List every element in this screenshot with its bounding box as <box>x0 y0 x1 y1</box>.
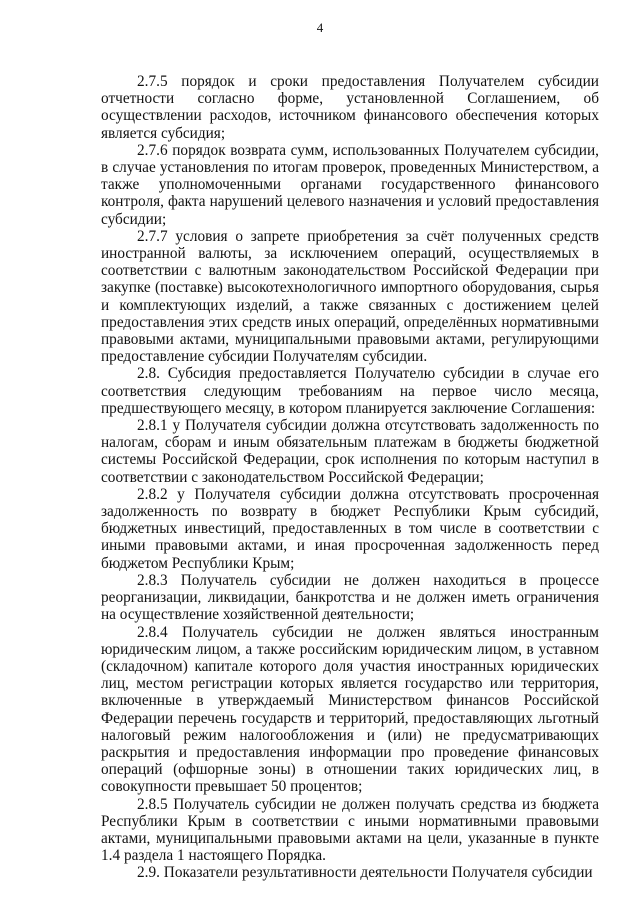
paragraph-2-7-5: 2.7.5 порядок и сроки предоставления Получателем субсидии отчетности согласно форме, установленной Соглашением, об осуществлении расходов, источником финансового обеспечения которых является субсидия; <box>101 73 599 142</box>
paragraph-2-7-6: 2.7.6 порядок возврата сумм, использованных Получателем субсидии, в случае установления по итогам проверок, проведенных Министерством, а также уполномоченными органами государственного финансового контроля, факта нарушений целевого назначения и условий предоставления субсидии; <box>101 141 599 228</box>
paragraph-2-8-3: 2.8.3 Получатель субсидии не должен находиться в процессе реорганизации, ликвидации, банкротства и не должен иметь ограничения на осуществление хозяйственной деятельности; <box>101 571 599 624</box>
paragraph-2-9: 2.9. Показатели результативности деятельности Получателя субсидии <box>137 864 593 882</box>
paragraph-2-8-2: 2.8.2 у Получателя субсидии должна отсутствовать просроченная задолженность по возврату в бюджет Республики Крым субсидий, бюджетных инвестиций, предоставленных в том числе в соответствии с иными правовыми актами, и иная просроченная задолженность перед бюджетом Республики Крым; <box>101 485 599 572</box>
paragraph-2-8-5: 2.8.5 Получатель субсидии не должен получать средства из бюджета Республики Крым в соответствии с иными нормативными правовыми актами, муниципальными правовыми актами на цели, указанные в пункте 1.4 раздела 1 настоящего Порядка. <box>101 795 599 865</box>
paragraph-2-8-1: 2.8.1 у Получателя субсидии должна отсутствовать задолженность по налогам, сборам и иным обязательным платежам в бюджеты бюджетной системы Российской Федерации, срок исполнения по которым наступил в соответствии с законодательством Российской Федерации; <box>101 417 599 486</box>
document-body <box>101 73 599 882</box>
paragraph-2-8-4: 2.8.4 Получатель субсидии не должен являться иностранным юридическим лицом, а также российским юридическим лицом, в уставном (складочном) капитале которого доля участия иностранных юридических лиц, местом регистрации которых является государство или территория, включенные в утверждаемый Министерством финансов Российской Федерации перечень государств и территорий, предоставляющих льготный налоговый режим налогообложения и (или) не предусматривающих раскрытия и предоставления информации про проведение финансовых операций (офшорные зоны) в отношении таких юридических лиц, в совокупности превышает 50 процентов; <box>101 623 599 796</box>
paragraph-2-8: 2.8. Субсидия предоставляется Получателю субсидии в случае его соответствия следующим требованиям на первое число месяца, предшествующего месяцу, в котором планируется заключение Соглашения: <box>101 365 599 417</box>
paragraph-2-7-7: 2.7.7 условия о запрете приобретения за счёт полученных средств иностранной валюты, за исключением операций, осуществляемых в соответствии с валютным законодательством Российской Федерации при закупке (поставке) высокотехнологичного импортного оборудования, сырья и комплектующих изделий, а также связанных с достижением целей предоставления этих средств иных операций, определённых нормативными правовыми актами, муниципальными правовыми актами, регулирующими предоставление субсидии Получателям субсидии. <box>101 227 599 366</box>
page-number: 4 <box>316 20 324 35</box>
